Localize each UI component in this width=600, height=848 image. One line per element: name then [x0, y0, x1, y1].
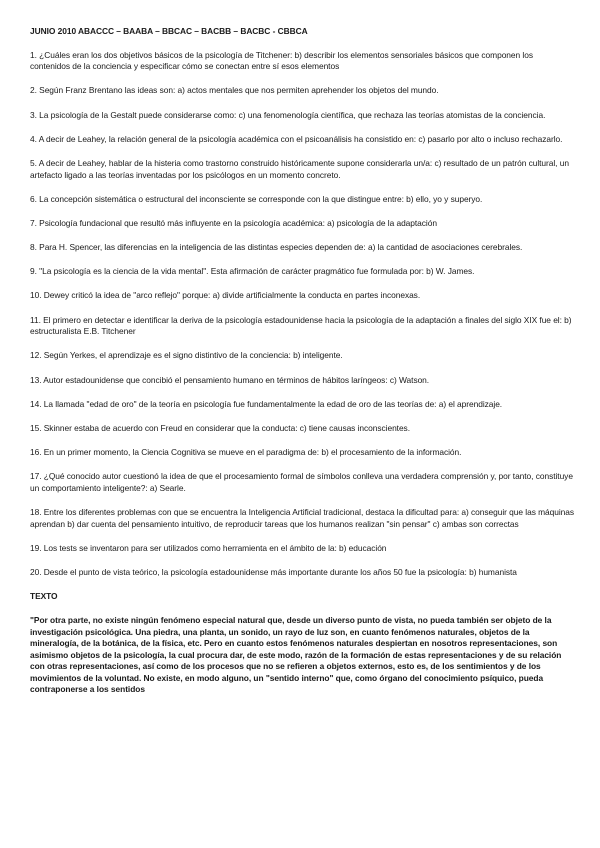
question-8: 8. Para H. Spencer, las diferencias en la inteligencia de las distintas especies dependen de: a) la cantidad de asociaciones cerebrales.: [30, 242, 523, 253]
question-1: 1. ¿Cuáles eran los dos objetivos básicos de la psicología de Titchener: b) describir los elementos sensoriales básicos que componen los contenidos de la conciencia y especificar cómo se conectan entre sí esos elementos: [30, 49, 533, 72]
question-10: 10. Dewey criticó la idea de "arco reflejo" porque: a) divide artificialmente la conducta en partes inconexas.: [30, 290, 421, 301]
question-17: 17. ¿Qué conocido autor cuestionó la idea de que el procesamiento formal de símbolos conlleva una verdadera comprensión y, por tanto, constituye un comportamiento inteligente?: a) Searle.: [30, 471, 573, 493]
question-19: 19. Los tests se inventaron para ser utilizados como herramienta en el ámbito de la: b) educación: [30, 542, 387, 553]
texto-body: "Por otra parte, no existe ningún fenómeno especial natural que, desde un diverso punto de vista, no pueda también ser objeto de la investigación psicológica. Una piedra, una planta, un sonido, un rayo de luz son, en cuanto fenómenos naturales, objetos de la mineralogía, de la botánica, de la física, etc. Pero en cuanto estos fenómenos naturales despiertan en nosotros representaciones, son asimismo objetos de la psicología, la cual procura dar, de este modo, razón de la formación de estas representaciones y de su relación con otras representaciones, así como de los procesos que no se refieren a objetos externos, esto es, de los sentimientos y de los movimientos de la voluntad. No existe, en modo alguno, un "sentido interno" que, como órgano del conocimiento psíquico, pueda contraponerse a los sentidos: [30, 614, 562, 695]
question-20: 20. Desde el punto de vista teórico, la psicología estadounidense más importante durante los años 50 fue la psicología: b) humanista: [30, 567, 517, 578]
question-3: 3. La psicología de la Gestalt puede considerarse como: c) una fenomenología científica, que rechaza las teorías atomistas de la conciencia.: [30, 109, 546, 120]
question-14: 14. La llamada "edad de oro" de la teoría en psicología fue fundamentalmente la edad de oro de las teorías de: a) el aprendizaje.: [30, 398, 503, 409]
question-9: 9. "La psicología es la ciencia de la vida mental". Esta afirmación de carácter pragmático fue formulada por: b) W. James.: [30, 266, 475, 277]
question-15: 15. Skinner estaba de acuerdo con Freud en considerar que la conducta: c) tiene causas inconscientes.: [30, 423, 410, 433]
question-5: 5. A decir de Leahey, hablar de la histeria como trastorno construido históricamente supone considerarla un/a: c) resultado de un patrón cultural, un artefacto ligado a las teorías inventadas por los psicólogos en un momento concreto.: [30, 157, 569, 180]
question-13: 13. Autor estadounidense que concibió el pensamiento humano en términos de hábitos laríngeos: c) Watson.: [30, 374, 430, 385]
texto-title: TEXTO: [30, 591, 58, 602]
question-18: 18. Entre los diferentes problemas con que se encuentra la Inteligencia Artificial tradicional, destaca la dificultad para: a) conseguir que las máquinas aprendan b) dar cuenta del pensamiento intuitivo, de reproducir tareas que los humanos realizan "sin pensar" c) ambas son correctas: [30, 507, 575, 529]
question-6: 6. La concepción sistemática o estructural del inconsciente se corresponde con la que distingue entre: b) ello, yo y superyo.: [30, 193, 483, 204]
document-page: [30, 26, 575, 696]
question-4: 4. A decir de Leahey, la relación general de la psicología académica con el psicoanálisis ha consistido en: c) pasarlo por alto o incluso rechazarlo.: [30, 133, 563, 144]
question-12: 12. Según Yerkes, el aprendizaje es el signo distintivo de la conciencia: b) inteligente.: [30, 350, 343, 361]
question-7: 7. Psicología fundacional que resultó más influyente en la psicología académica: a) psicología de la adaptación: [30, 217, 437, 228]
question-11: 11. El primero en detectar e identificar la deriva de la psicología estadounidense hacia la psicología de la adaptación a finales del siglo XIX fue el: b) estructuralista E.B. Titchener: [30, 314, 572, 337]
question-2: 2. Según Franz Brentano las ideas son: a) actos mentales que nos permiten aprehender los objetos del mundo.: [30, 85, 439, 96]
answer-key-header: JUNIO 2010 ABACCC – BAABA – BBCAC – BACBB – BACBC - CBBCA: [30, 26, 308, 36]
question-16: 16. En un primer momento, la Ciencia Cognitiva se mueve en el paradigma de: b) el procesamiento de la información.: [30, 447, 462, 458]
